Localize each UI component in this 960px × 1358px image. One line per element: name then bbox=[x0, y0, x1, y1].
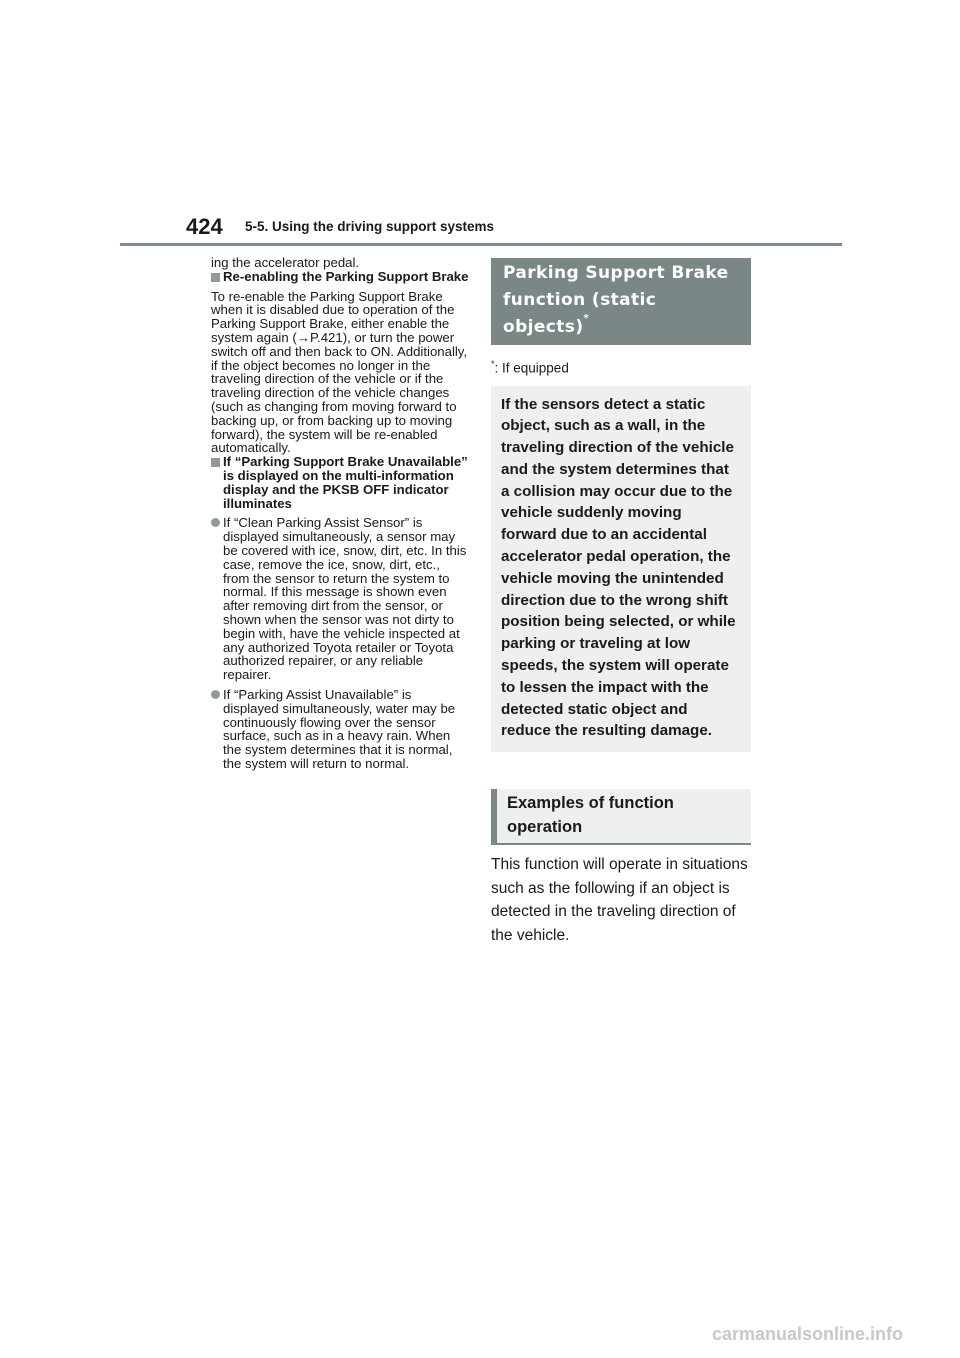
footnote-text: : If equipped bbox=[494, 360, 569, 376]
right-column bbox=[491, 258, 751, 947]
feature-title bbox=[491, 258, 751, 345]
feature-title-text: Parking Support Brake function (static objects) bbox=[503, 263, 729, 337]
square-bullet-icon bbox=[211, 458, 220, 467]
examples-text: This function will operate in situations such as the following if an object is detected in the traveling direction of the vehicle. bbox=[491, 856, 748, 944]
square-bullet-icon bbox=[211, 273, 220, 282]
intro-text: ing the accelerator pedal. bbox=[211, 255, 360, 270]
left-column bbox=[211, 256, 469, 777]
watermark: carmanualsonline.info bbox=[712, 1324, 904, 1344]
footnote-marker: * bbox=[583, 313, 590, 324]
unavailable-heading-text: If “Parking Support Brake Unavailable” is displayed on the multi-information display and the PKSB OFF indicator illuminates bbox=[223, 454, 468, 511]
page-number: 424 bbox=[186, 214, 223, 239]
footnote-marker: * bbox=[491, 359, 495, 369]
circle-bullet-icon bbox=[211, 690, 220, 699]
reenable-text: To re-enable the Parking Support Brake when it is disabled due to operation of the Parking Support Brake, either enable the system again (→P.421), or turn the power switch off and then back to ON. Additionally, if the object becomes no longer in the traveling direction of the vehicle or if the traveling direction of the vehicle changes (such as changing from moving forward to backing up, or from backing up to moving forward), the system will be re-enabled automatically. bbox=[211, 288, 468, 456]
unavailable-heading bbox=[211, 455, 469, 510]
reenable-heading-text: Re-enabling the Parking Support Brake bbox=[223, 268, 469, 284]
circle-bullet-icon bbox=[211, 518, 220, 527]
bullet-text: If “Parking Assist Unavailable” is displayed simultaneously, water may be continuously flowing over the sensor surface, such as in a heavy rain. When the system determines that it is normal, the system will return to normal. bbox=[223, 686, 456, 771]
list-item bbox=[211, 688, 469, 771]
summary-box: If the sensors detect a static object, such as a wall, in the traveling direction of the vehicle and the system determines that a collision may occur due to the vehicle suddenly moving forward due to an accidental accelerator pedal operation, the vehicle moving the unintended direction due to the wrong shift position being selected, or while parking or traveling at low speeds, the system will operate to lessen the impact with the detected static object and reduce the resulting damage. bbox=[491, 386, 751, 753]
list-item bbox=[211, 516, 469, 682]
section-title: 5-5. Using the driving support systems bbox=[245, 219, 495, 234]
bullet-text: If “Clean Parking Assist Sensor” is displayed simultaneously, a sensor may be covered with ice, snow, dirt, etc. In this case, remove the ice, snow, dirt, etc., from the sensor to return the system to normal. If this message is shown even after removing dirt from the sensor, or shown when the sensor was not dirty to begin with, have the vehicle inspected at any authorized Toyota retailer or Toyota authorized repairer, or any reliable repairer. bbox=[223, 515, 467, 683]
footnote bbox=[491, 359, 751, 376]
examples-heading: Examples of function operation bbox=[491, 789, 751, 845]
reenable-heading bbox=[211, 270, 469, 284]
header-divider bbox=[120, 243, 842, 246]
